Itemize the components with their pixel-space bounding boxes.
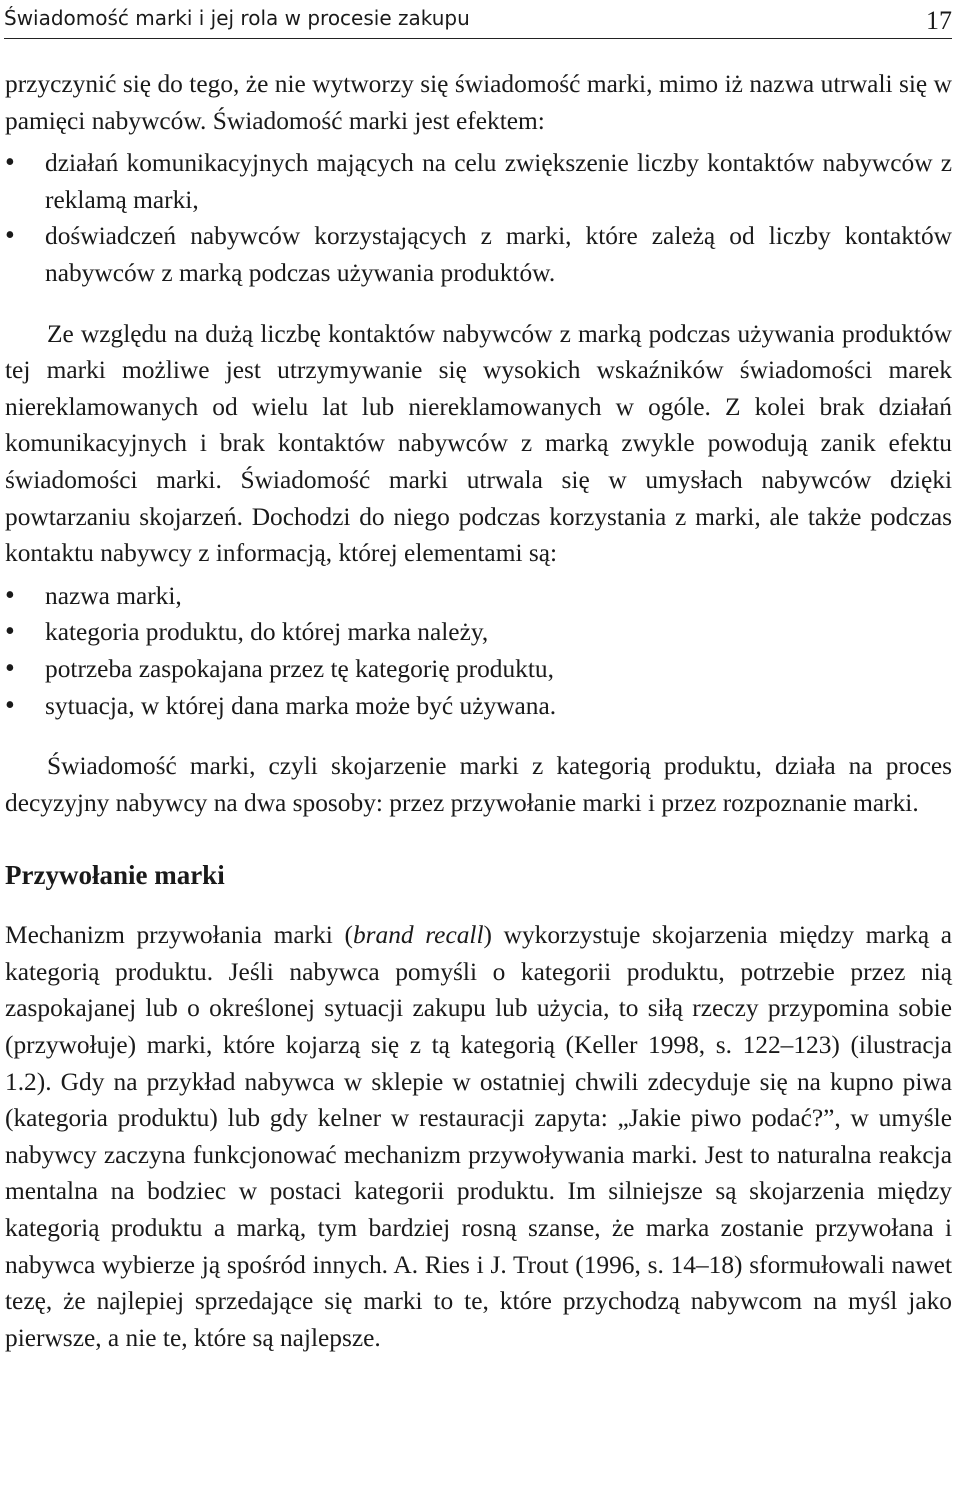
emphasis-term: brand recall [352, 921, 484, 950]
bullet-list-1 [5, 145, 952, 291]
body-text [5, 66, 952, 1356]
header-title: Świadomość marki i jej rola w procesie zakupu [4, 6, 470, 30]
running-header [4, 4, 952, 39]
list-item: • doświadczeń nabywców korzystających z marki, które zależą od liczby kontaktów nabywców z marką podczas używania produktów. [5, 218, 952, 291]
list-item: • potrzeba zaspokajana przez tę kategorię produktu, [5, 651, 952, 688]
paragraph-3: Świadomość marki, czyli skojarzenie marki z kategorią produktu, działa na proces decyzyjny nabywcy na dwa sposoby: przez przywołanie marki i przez rozpoznanie marki. [5, 752, 952, 817]
paragraph-4-rest: ) wykorzystuje skojarzenia między marką a kategorią produktu. Jeśli nabywca pomyśli o kategorii produktu, potrzebie przez nią zaspokajanej lub o określonej sytuacji zakupu lub użycia, to siłą rzeczy przypomina sobie (przywołuje) marki, które kojarzą się z tą kategorią (Keller 1998, s. 122–123) (ilustracja 1.2). Gdy na przykład nabywca w sklepie w ostatniej chwili zdecyduje się na kupno piwa (kategoria produktu) lub gdy kelner w restauracji zapyta: „Jakie piwo podać?”, w umyśle nabywcy zaczyna funkcjonować mechanizm przywoływania marki. Jest to naturalna reakcja mentalna na bodziec w postaci kategorii produktu. Im silniejsze są skojarzenia między kategorią produktu a marką, tym bardziej rosną szanse, że marka zostanie przywołana i nabywca wybierze ją spośród innych. A. Ries i J. Trout (1996, s. 14–18) sformułowali nawet tezę, że najlepiej sprzedające się marki to te, które przychodzą nabywcom na myśl jako pierwsze, a nie te, które są najlepsze. [5, 921, 953, 1352]
page-number: 17 [926, 6, 952, 35]
section-heading: Przywołanie marki [5, 860, 225, 891]
list-item: • nazwa marki, [5, 578, 952, 615]
paragraph-4 [5, 917, 952, 1356]
list-item: • sytuacja, w której dana marka może być używana. [5, 688, 952, 725]
list-item: • działań komunikacyjnych mających na celu zwiększenie liczby kontaktów nabywców z reklamą marki, [5, 145, 952, 218]
list-item: • kategoria produktu, do której marka należy, [5, 614, 952, 651]
paragraph-1: przyczynić się do tego, że nie wytworzy się świadomość marki, mimo iż nazwa utrwali się w pamięci nabywców. Świadomość marki jest efektem: [5, 70, 952, 135]
paragraph-4-start: Mechanizm przywołania marki ( [5, 921, 353, 950]
paragraph-2: Ze względu na dużą liczbę kontaktów nabywców z marką podczas używania produktów tej marki możliwe jest utrzymywanie się wysokich wskaźników świadomości marek niereklamowanych od wielu lat lub niereklamowanych w ogóle. Z kolei brak działań komunikacyjnych i brak kontaktów nabywców z marką zwykle powodują zanik efektu świadomości marki. Świadomość marki utrwala się w umysłach nabywców dzięki powtarzaniu skojarzeń. Dochodzi do niego podczas korzystania z marki, ale także podczas kontaktu nabywcy z informacją, której elementami są: [5, 319, 952, 568]
bullet-list-2 [5, 578, 952, 724]
